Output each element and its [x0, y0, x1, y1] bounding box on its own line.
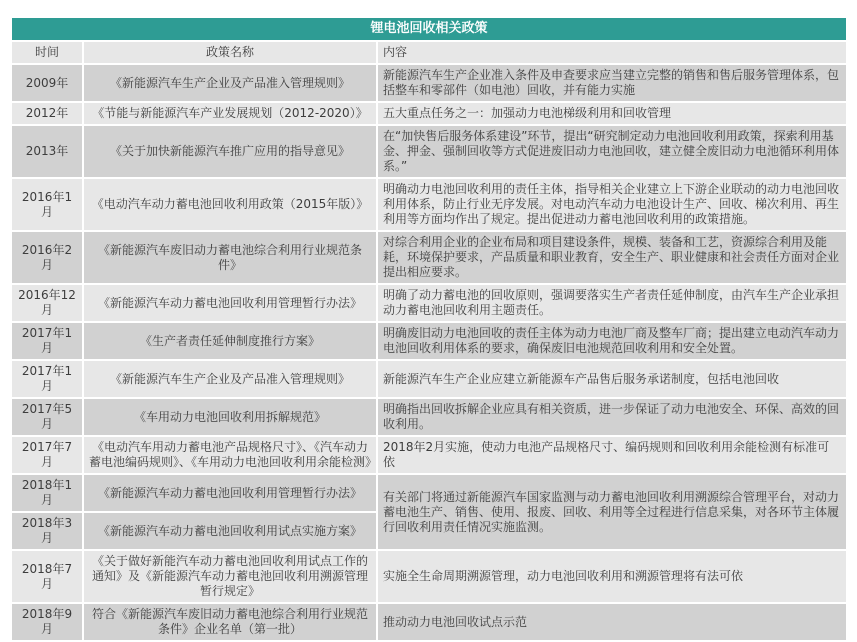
- content-cell: 新能源汽车生产企业应建立新能源车产品售后服务承诺制度，包括电池回收: [378, 361, 846, 397]
- column-header-policy: 政策名称: [84, 42, 376, 63]
- table-row: [12, 361, 846, 397]
- policy-cell: 《新能源汽车动力蓄电池回收利用管理暂行办法》: [84, 285, 376, 321]
- table-row: [12, 285, 846, 321]
- policy-cell: 《新能源汽车生产企业及产品准入管理规则》: [84, 361, 376, 397]
- time-cell: 2009年: [12, 65, 82, 101]
- time-cell: 2017年5月: [12, 399, 82, 435]
- time-cell: 2018年7月: [12, 551, 82, 602]
- time-cell: 2012年: [12, 103, 82, 124]
- column-header-time: 时间: [12, 42, 82, 63]
- content-cell: 新能源汽车生产企业准入条件及申查要求应当建立完整的销售和售后服务管理体系，包括整车和零部件（如电池）回收，并有能力实施: [378, 65, 846, 101]
- policy-cell: 《节能与新能源汽车产业发展规划（2012-2020）》: [84, 103, 376, 124]
- table-row: [12, 65, 846, 101]
- policy-cell: 《生产者责任延伸制度推行方案》: [84, 323, 376, 359]
- content-cell: 明确指出回收拆解企业应具有相关资质，进一步保证了动力电池安全、环保、高效的回收利用。: [378, 399, 846, 435]
- content-cell-merged: 有关部门将通过新能源汽车国家监测与动力蓄电池回收利用溯源综合管理平台，对动力蓄电池生产、销售、使用、报废、回收、利用等全过程进行信息采集，对各环节主体履行回收利用责任情况实施监测。: [378, 475, 846, 549]
- column-header-content: 内容: [378, 42, 846, 63]
- content-cell: 明确动力电池回收利用的责任主体，指导相关企业建立上下游企业联动的动力电池回收利用体系，防止行业无序发展。对电动汽车动力电池设计生产、回收、梯次利用、再生利用等方面均作出了规定。提出促进动力蓄电池回收利用的政策措施。: [378, 179, 846, 230]
- policy-cell: 《新能源汽车废旧动力蓄电池综合利用行业规范条件》: [84, 232, 376, 283]
- content-cell: 推动动力电池回收试点示范: [378, 604, 846, 640]
- table-row: [12, 604, 846, 640]
- time-cell: 2018年3月: [12, 513, 82, 549]
- content-cell: 2018年2月实施，使动力电池产品规格尺寸、编码规则和回收利用余能检测有标准可依: [378, 437, 846, 473]
- policy-cell: 《电动汽车用动力蓄电池产品规格尺寸》、《汽车动力蓄电池编码规则》、《车用动力电池回收利用余能检测》: [84, 437, 376, 473]
- content-cell: 明确废旧动力电池回收的责任主体为动力电池厂商及整车厂商；提出建立电动汽车动力电池回收利用体系的要求，确保废旧电池规范回收利用和安全处置。: [378, 323, 846, 359]
- table-row: [12, 551, 846, 602]
- time-cell: 2017年1月: [12, 361, 82, 397]
- table-row: [12, 179, 846, 230]
- time-cell: 2013年: [12, 126, 82, 177]
- time-cell: 2017年7月: [12, 437, 82, 473]
- time-cell: 2016年12月: [12, 285, 82, 321]
- policy-cell: 《新能源汽车生产企业及产品准入管理规则》: [84, 65, 376, 101]
- table-row: [12, 475, 846, 511]
- content-cell: 在“加快售后服务体系建设”环节，提出“研究制定动力电池回收利用政策，探索利用基金、押金、强制回收等方式促进废旧动力电池回收，建立健全废旧动力电池循环利用体系。”: [378, 126, 846, 177]
- content-cell: 对综合利用企业的企业布局和项目建设条件，规模、装备和工艺，资源综合利用及能耗，环境保护要求，产品质量和职业教育，安全生产、职业健康和社会责任方面对企业提出相应要求。: [378, 232, 846, 283]
- content-cell: 五大重点任务之一：加强动力电池梯级利用和回收管理: [378, 103, 846, 124]
- policy-cell: 《新能源汽车动力蓄电池回收利用试点实施方案》: [84, 513, 376, 549]
- content-cell: 实施全生命周期溯源管理，动力电池回收利用和溯源管理将有法可依: [378, 551, 846, 602]
- table-row: [12, 232, 846, 283]
- time-cell: 2018年1月: [12, 475, 82, 511]
- time-cell: 2016年1月: [12, 179, 82, 230]
- table-row: [12, 126, 846, 177]
- time-cell: 2016年2月: [12, 232, 82, 283]
- policy-cell: 《车用动力电池回收利用拆解规范》: [84, 399, 376, 435]
- policy-table: [10, 16, 848, 642]
- table-row: [12, 323, 846, 359]
- policy-cell: 《关于做好新能汽车动力蓄电池回收利用试点工作的通知》及《新能源汽车动力蓄电池回收利用溯源管理暂行规定》: [84, 551, 376, 602]
- table-row: [12, 399, 846, 435]
- title-row: [12, 18, 846, 40]
- policy-cell: 《新能源汽车动力蓄电池回收利用管理暂行办法》: [84, 475, 376, 511]
- table-row: [12, 103, 846, 124]
- time-cell: 2017年1月: [12, 323, 82, 359]
- policy-cell: 《电动汽车动力蓄电池回收利用政策（2015年版）》: [84, 179, 376, 230]
- table-row: [12, 437, 846, 473]
- policy-cell: 《关于加快新能源汽车推广应用的指导意见》: [84, 126, 376, 177]
- time-cell: 2018年9月: [12, 604, 82, 640]
- header-row: [12, 42, 846, 63]
- table-title: 锂电池回收相关政策: [12, 18, 846, 40]
- policy-cell: 符合《新能源汽车废旧动力蓄电池综合利用行业规范条件》企业名单（第一批）: [84, 604, 376, 640]
- content-cell: 明确了动力蓄电池的回收原则，强调要落实生产者责任延伸制度，由汽车生产企业承担动力蓄电池回收利用主题责任。: [378, 285, 846, 321]
